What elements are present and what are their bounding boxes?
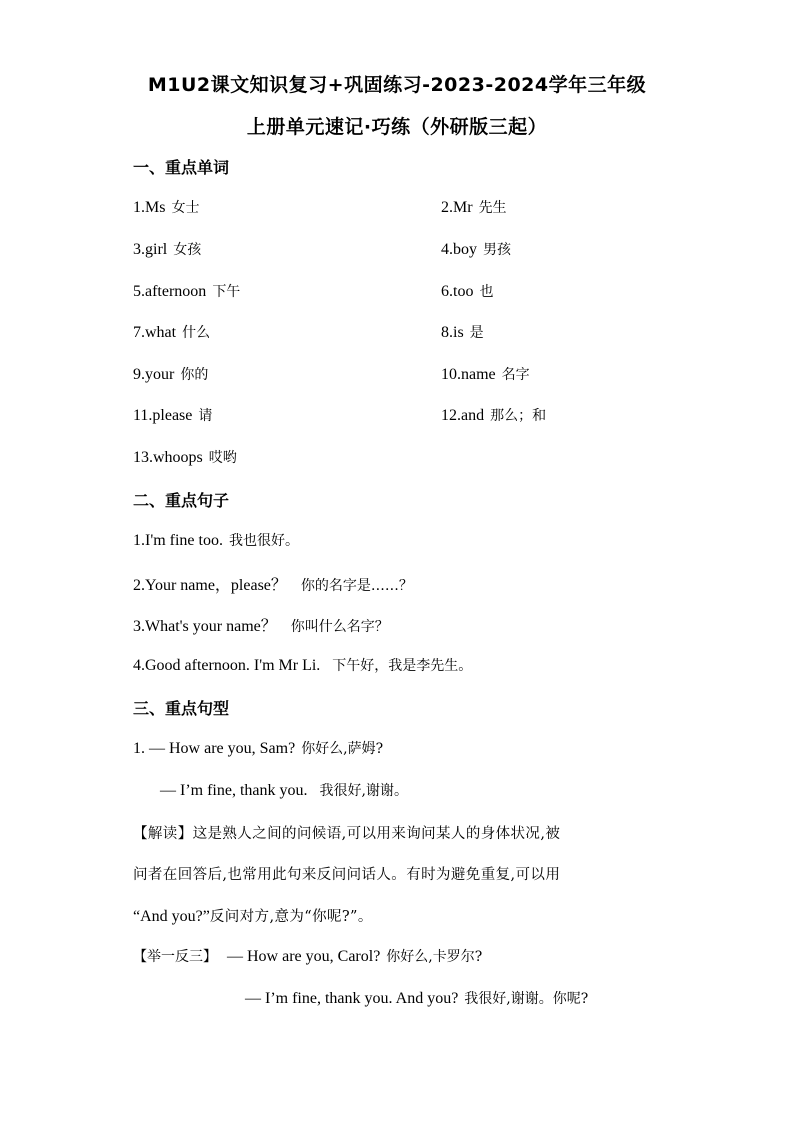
word-item: 13.whoops 哎哟: [133, 449, 237, 466]
word-item: 6.too 也: [441, 283, 494, 300]
word-item: 12.and 那么；和: [441, 407, 547, 424]
sentence-item: 3.What's your name？ 你叫什么名字？: [133, 618, 389, 635]
document-title-line-2: 上册单元速记·巧练（外研版三起）: [246, 116, 548, 138]
word-item: 11.please 请: [133, 407, 213, 424]
explanation-line: “And you?”反问对方,意为“你呢?”。: [133, 908, 373, 925]
section-heading-words: 一、重点单词: [133, 158, 230, 177]
explanation-label: 【解读】: [133, 826, 193, 842]
sentence-item: 4.Good afternoon. I'm Mr Li. 下午好，我是李先生。: [133, 657, 473, 674]
pattern-answer: — I’m fine, thank you. 我很好,谢谢。: [160, 782, 408, 799]
pattern-question: 1. — How are you, Sam? 你好么,萨姆?: [133, 740, 384, 757]
example-answer: — I’m fine, thank you. And you? 我很好,谢谢。你呢?: [245, 990, 589, 1007]
word-item: 5.afternoon 下午: [133, 283, 241, 300]
word-item: 4.boy 男孩: [441, 241, 511, 258]
word-item: 9.your 你的: [133, 366, 209, 383]
word-item: 1.Ms 女士: [133, 199, 200, 216]
word-item: 10.name 名字: [441, 366, 530, 383]
example-label: 【举一反三】: [133, 949, 217, 965]
sentence-item: 1.I'm fine too. 我也很好。: [133, 532, 299, 549]
example-question: 【举一反三】 — How are you, Carol? 你好么,卡罗尔?: [133, 948, 483, 965]
word-item: 2.Mr 先生: [441, 199, 507, 216]
section-heading-sentences: 二、重点句子: [133, 491, 230, 510]
explanation-line: 【解读】这是熟人之间的问候语,可以用来询问某人的身体状况,被: [133, 826, 561, 842]
word-item: 8.is 是: [441, 324, 484, 341]
word-item: 3.girl 女孩: [133, 241, 202, 258]
sentence-item: 2.Your name，please？ 你的名字是……？: [133, 577, 413, 594]
word-item: 7.what 什么: [133, 324, 211, 341]
section-heading-patterns: 三、重点句型: [133, 699, 230, 718]
document-title-line-1: M1U2课文知识复习+巩固练习-2023-2024学年三年级: [147, 74, 647, 96]
explanation-line: 问者在回答后,也常用此句来反问问话人。有时为避免重复,可以用: [133, 867, 561, 883]
